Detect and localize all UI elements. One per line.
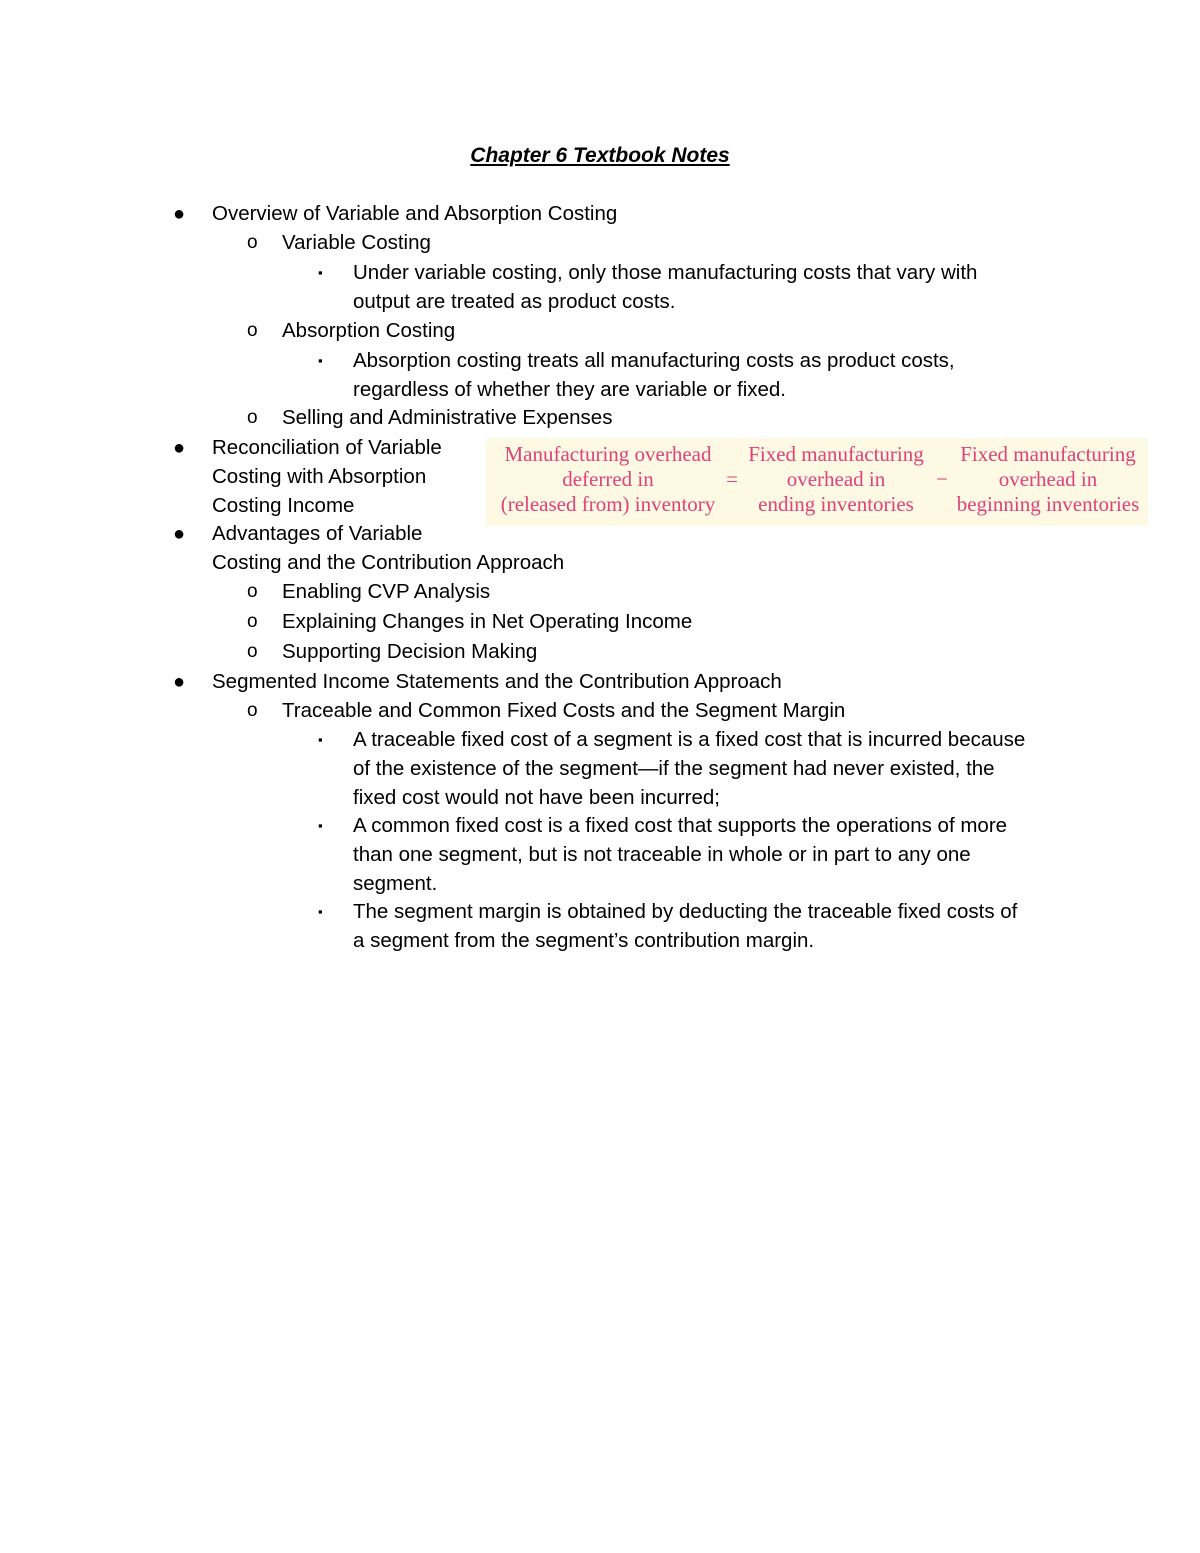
subsection-traceable-common: Traceable and Common Fixed Costs and the Segment Margin — [282, 699, 846, 722]
bullet-dot: ● — [173, 203, 186, 225]
minus-sign: − — [936, 467, 948, 491]
formula-middle-line3: ending inventories — [758, 492, 914, 516]
common-cost-line1: A common fixed cost is a fixed cost that supports the operations of more — [353, 814, 1008, 837]
common-cost-line3: segment. — [353, 872, 438, 895]
bullet-square: ▪ — [318, 732, 323, 747]
formula-middle-line2: overhead in — [786, 467, 886, 491]
formula-right-line2: overhead in — [998, 467, 1098, 491]
formula-left-line3: (released from) inventory — [500, 492, 716, 516]
formula-right-line3: beginning inventories — [956, 492, 1140, 516]
advantage-item: Supporting Decision Making — [282, 640, 538, 663]
subsection-selling-admin: Selling and Administrative Expenses — [282, 406, 613, 429]
section-reconciliation-line1: Reconciliation of Variable — [212, 436, 442, 459]
section-advantages-line1: Advantages of Variable — [212, 522, 423, 545]
bullet-circle: o — [247, 700, 258, 721]
variable-costing-detail-line1: Under variable costing, only those manufacturing costs that vary with — [353, 261, 978, 284]
section-reconciliation-line2: Costing with Absorption — [212, 465, 427, 488]
segment-margin-line2: a segment from the segment’s contribution margin. — [353, 929, 815, 952]
bullet-circle: o — [247, 611, 258, 632]
traceable-cost-line1: A traceable fixed cost of a segment is a fixed cost that is incurred because — [353, 728, 1026, 751]
advantage-item: Explaining Changes in Net Operating Income — [282, 610, 693, 633]
section-segmented: Segmented Income Statements and the Contribution Approach — [212, 670, 782, 693]
bullet-dot: ● — [173, 523, 186, 545]
formula-right-term — [948, 442, 1148, 517]
bullet-square: ▪ — [318, 353, 323, 368]
segment-margin-line1: The segment margin is obtained by deducting the traceable fixed costs of — [353, 900, 1018, 923]
formula-left-line2: deferred in — [562, 467, 654, 491]
bullet-circle: o — [247, 320, 258, 341]
formula-right-line1: Fixed manufacturing — [960, 442, 1136, 466]
section-advantages-line2: Costing and the Contribution Approach — [212, 551, 565, 574]
formula-middle-term — [736, 442, 936, 517]
subsection-variable-costing: Variable Costing — [282, 231, 431, 254]
formula-left-line1: Manufacturing overhead — [504, 442, 712, 466]
bullet-circle: o — [247, 232, 258, 253]
section-reconciliation-line3: Costing Income — [212, 494, 355, 517]
bullet-circle: o — [247, 641, 258, 662]
formula-left-term — [490, 442, 726, 517]
absorption-costing-detail-line1: Absorption costing treats all manufacturing costs as product costs, — [353, 349, 955, 372]
formula-middle-line1: Fixed manufacturing — [748, 442, 924, 466]
variable-costing-detail-line2: output are treated as product costs. — [353, 290, 676, 313]
section-overview: Overview of Variable and Absorption Costing — [212, 202, 618, 225]
advantage-item: Enabling CVP Analysis — [282, 580, 491, 603]
traceable-cost-line2: of the existence of the segment—if the segment had never existed, the — [353, 757, 995, 780]
reconciliation-formula — [486, 438, 1148, 526]
bullet-square: ▪ — [318, 818, 323, 833]
bullet-square: ▪ — [318, 904, 323, 919]
traceable-cost-line3: fixed cost would not have been incurred; — [353, 786, 720, 809]
bullet-circle: o — [247, 407, 258, 428]
bullet-dot: ● — [173, 671, 186, 693]
bullet-dot: ● — [173, 437, 186, 459]
page-title: Chapter 6 Textbook Notes — [470, 144, 730, 167]
equals-sign: = — [726, 467, 738, 491]
bullet-square: ▪ — [318, 265, 323, 280]
common-cost-line2: than one segment, but is not traceable in whole or in part to any one — [353, 843, 971, 866]
subsection-absorption-costing: Absorption Costing — [282, 319, 456, 342]
bullet-circle: o — [247, 581, 258, 602]
absorption-costing-detail-line2: regardless of whether they are variable or fixed. — [353, 378, 787, 401]
